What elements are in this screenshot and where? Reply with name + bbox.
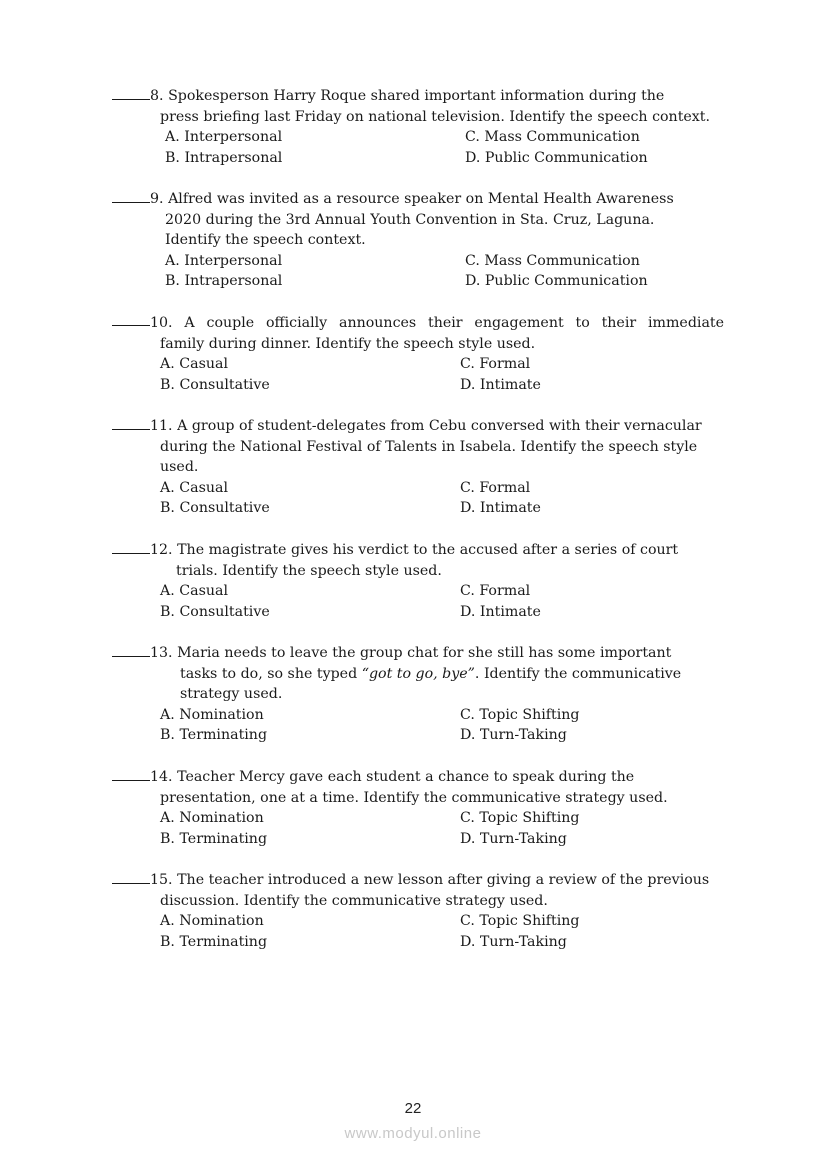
options: [112, 808, 724, 849]
option-c: C. Topic Shifting: [460, 706, 580, 723]
answer-blank[interactable]: [112, 417, 150, 430]
stem-line: during the National Festival of Talents in Isabela. Identify the speech style: [160, 438, 698, 455]
question-10: [112, 313, 724, 395]
option-c: C. Formal: [460, 479, 531, 496]
question-stem: [112, 767, 724, 788]
answer-blank[interactable]: [112, 190, 150, 203]
question-8: [112, 86, 724, 168]
answer-blank[interactable]: [112, 313, 150, 326]
stem-line: family during dinner. Identify the speech style used.: [160, 335, 536, 352]
stem-line: Spokesperson Harry Roque shared important information during the: [168, 88, 665, 104]
option-b: B. Consultative: [160, 603, 270, 620]
question-stem: [112, 416, 724, 437]
question-stem: [112, 870, 724, 891]
option-a: A. Nomination: [160, 810, 264, 827]
options: [112, 127, 724, 168]
options: [112, 478, 724, 519]
question-12: [112, 540, 724, 622]
stem-line: discussion. Identify the communicative strategy used.: [160, 892, 548, 909]
question-13: [112, 643, 724, 746]
option-a: A. Casual: [160, 583, 228, 600]
stem-line: Teacher Mercy gave each student a chance to speak during the: [177, 769, 635, 785]
watermark: www.modyul.online: [344, 1125, 482, 1142]
question-stem: [112, 86, 724, 107]
stem-text: . Identify the communicative: [474, 665, 682, 682]
answer-blank[interactable]: [112, 644, 150, 657]
stem-text: A couple officially announces their engagement to their immediate: [184, 315, 724, 331]
option-c: C. Formal: [460, 356, 531, 373]
options: [112, 251, 724, 292]
question-number: 8.: [150, 88, 164, 104]
stem-line: [112, 664, 724, 685]
stem-line: presentation, one at a time. Identify the communicative strategy used.: [160, 789, 668, 806]
option-b: B. Consultative: [160, 500, 270, 517]
option-d: D. Public Communication: [465, 273, 648, 290]
stem-line: used.: [160, 459, 199, 476]
stem-line: Alfred was invited as a resource speaker on Mental Health Awareness: [168, 191, 674, 207]
option-d: D. Intimate: [460, 603, 541, 620]
answer-blank[interactable]: [112, 541, 150, 554]
options: [112, 354, 724, 395]
question-number: 15.: [150, 872, 173, 888]
option-a: A. Interpersonal: [165, 252, 283, 269]
stem-line: press briefing last Friday on national television. Identify the speech context.: [160, 108, 711, 125]
stem-line: [150, 313, 724, 334]
option-c: C. Mass Communication: [465, 129, 640, 146]
option-b: B. Terminating: [160, 933, 268, 950]
option-d: D. Public Communication: [465, 149, 648, 166]
options: [112, 911, 724, 952]
option-b: B. Intrapersonal: [165, 273, 283, 290]
option-b: B. Intrapersonal: [165, 149, 283, 166]
question-15: [112, 870, 724, 952]
option-c: C. Topic Shifting: [460, 810, 580, 827]
question-number: 14.: [150, 769, 173, 785]
option-d: D. Turn-Taking: [460, 830, 567, 847]
stem-line: The magistrate gives his verdict to the accused after a series of court: [177, 542, 679, 558]
option-b: B. Terminating: [160, 727, 268, 744]
stem-line: Maria needs to leave the group chat for she still has some important: [177, 645, 672, 661]
option-c: C. Formal: [460, 583, 531, 600]
question-14: [112, 767, 724, 849]
stem-text: tasks to do, so she typed: [180, 665, 358, 682]
question-number: 13.: [150, 645, 173, 661]
question-stem: [112, 313, 724, 334]
option-a: A. Nomination: [160, 913, 264, 930]
options: [112, 581, 724, 622]
option-c: C. Topic Shifting: [460, 913, 580, 930]
options: [112, 705, 724, 746]
option-a: A. Casual: [160, 356, 228, 373]
quoted-text: “got to go, bye”: [361, 665, 475, 682]
option-d: D. Turn-Taking: [460, 727, 567, 744]
option-a: A. Nomination: [160, 706, 264, 723]
question-number: 12.: [150, 542, 173, 558]
stem-line: 2020 during the 3rd Annual Youth Convention in Sta. Cruz, Laguna.: [165, 211, 655, 228]
answer-blank[interactable]: [112, 87, 150, 100]
option-a: A. Interpersonal: [165, 129, 283, 146]
option-d: D. Intimate: [460, 376, 541, 393]
stem-line: trials. Identify the speech style used.: [176, 562, 442, 579]
stem-line: strategy used.: [180, 686, 283, 703]
option-b: B. Terminating: [160, 830, 268, 847]
question-stem: [112, 540, 724, 561]
stem-line: Identify the speech context.: [165, 232, 366, 249]
stem-line: A group of student-delegates from Cebu conversed with their vernacular: [177, 418, 702, 434]
option-d: D. Intimate: [460, 500, 541, 517]
stem-line: The teacher introduced a new lesson after giving a review of the previous: [177, 872, 710, 888]
option-b: B. Consultative: [160, 376, 270, 393]
question-stem: [112, 643, 724, 664]
question-11: [112, 416, 724, 519]
page-number: 22: [404, 1100, 422, 1117]
answer-blank[interactable]: [112, 871, 150, 884]
question-number: 9.: [150, 191, 164, 207]
answer-blank[interactable]: [112, 768, 150, 781]
question-number: 11.: [150, 418, 173, 434]
option-a: A. Casual: [160, 479, 228, 496]
option-d: D. Turn-Taking: [460, 933, 567, 950]
question-9: [112, 189, 724, 292]
question-number: 10.: [150, 315, 173, 331]
option-c: C. Mass Communication: [465, 252, 640, 269]
question-stem: [112, 189, 724, 210]
